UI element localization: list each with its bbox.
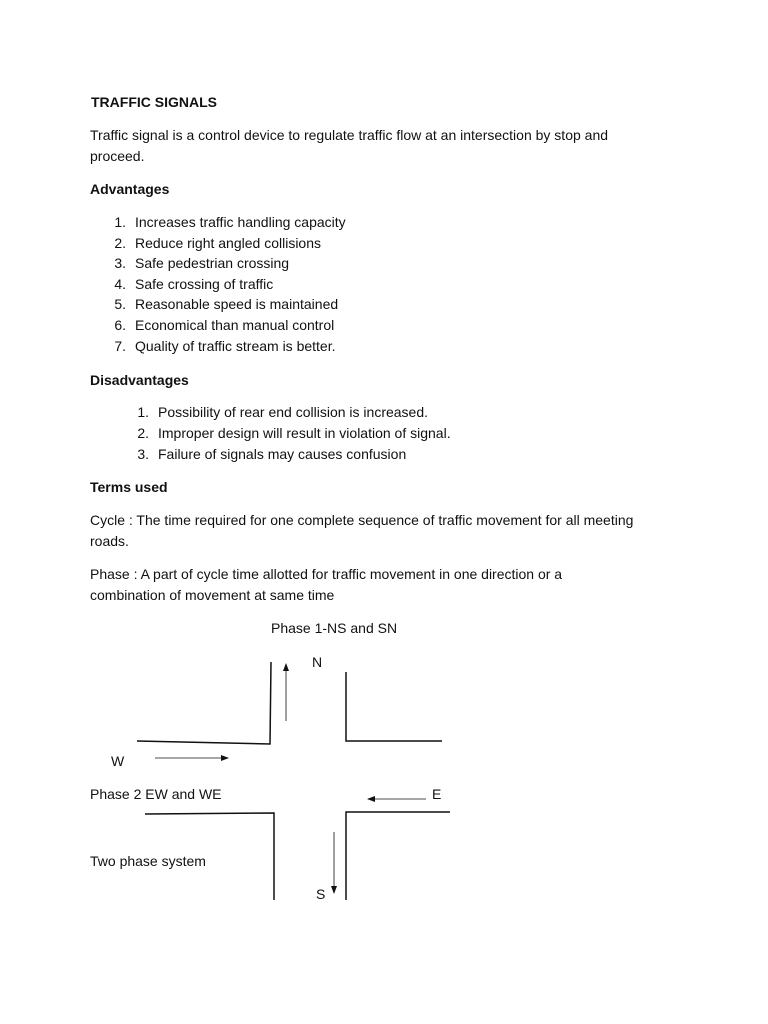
advantage-item: Reduce right angled collisions [135, 234, 321, 251]
road-edge-northwest [137, 662, 271, 744]
advantage-number: 1. [114, 214, 126, 230]
intro-line-1: Traffic signal is a control device to regulate traffic flow at an intersection by stop and [90, 127, 609, 143]
advantage-number: 5. [114, 296, 126, 313]
cycle-definition-line-1: Cycle : The time required for one complete sequence of traffic movement for all meeting [90, 512, 634, 528]
advantage-number: 6. [114, 317, 126, 333]
east-label: E [432, 786, 442, 802]
disadvantage-item: Improper design will result in violation of signal. [158, 424, 451, 441]
road-edge-northeast [346, 672, 442, 741]
two-phase-caption: Two phase system [90, 853, 206, 869]
page-title: TRAFFIC SIGNALS [91, 94, 217, 110]
disadvantage-item: Possibility of rear end collision is increased. [158, 404, 429, 420]
phase-definition-line-1: Phase : A part of cycle time allotted for traffic movement in one direction or a [90, 566, 563, 582]
disadvantage-number: 1. [137, 404, 149, 420]
disadvantage-item: Failure of signals may causes confusion [158, 445, 407, 462]
diagram-title: Phase 1-NS and SN [271, 620, 398, 636]
advantage-number: 4. [114, 275, 126, 292]
cycle-definition-line-2: roads. [90, 533, 129, 549]
advantage-item: Increases traffic handling capacity [135, 214, 346, 230]
disadvantage-number: 3. [137, 445, 149, 462]
advantage-number: 2. [114, 234, 126, 251]
advantages-heading: Advantages [90, 181, 170, 197]
advantage-item: Reasonable speed is maintained [135, 296, 339, 313]
west-label: W [111, 753, 125, 769]
advantage-number: 3. [114, 255, 126, 272]
advantage-item: Safe crossing of traffic [135, 275, 274, 292]
south-label: S [316, 886, 326, 902]
intro-line-2: proceed. [90, 148, 145, 164]
terms-heading: Terms used [90, 479, 168, 495]
advantage-item: Economical than manual control [135, 317, 335, 333]
north-label: N [312, 654, 323, 670]
advantage-number: 7. [114, 337, 126, 354]
disadvantage-number: 2. [137, 424, 149, 441]
road-edge-southeast [346, 812, 450, 900]
disadvantages-heading: Disadvantages [90, 372, 189, 388]
advantage-item: Quality of traffic stream is better. [135, 337, 336, 354]
advantage-item: Safe pedestrian crossing [135, 255, 290, 272]
phase-definition-line-2: combination of movement at same time [90, 587, 335, 603]
phase-2-label: Phase 2 EW and WE [90, 786, 222, 802]
